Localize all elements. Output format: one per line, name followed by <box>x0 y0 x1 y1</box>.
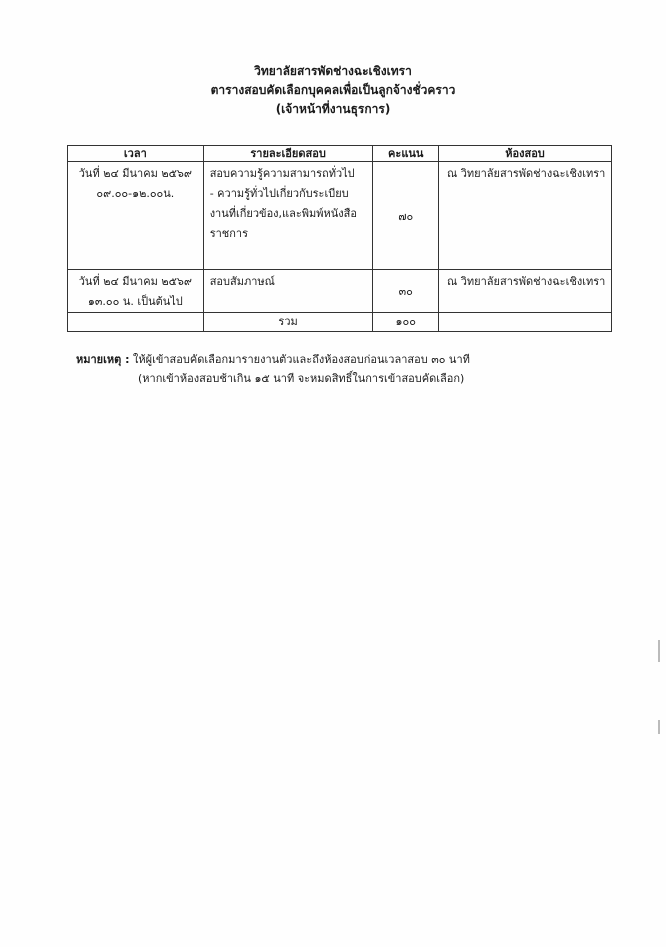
detail-cell <box>203 270 373 313</box>
room-cell: ณ วิทยาลัยสารพัดช่างฉะเชิงเทรา <box>439 270 612 313</box>
room-cell: ณ วิทยาลัยสารพัดช่างฉะเชิงเทรา <box>439 162 612 270</box>
total-row <box>68 313 612 332</box>
document-header <box>0 62 666 119</box>
exam-time: ๑๓.๐๐ น. เป็นต้นไป <box>87 295 183 308</box>
college-name: วิทยาลัยสารพัดช่างฉะเชิงเทรา <box>254 64 412 78</box>
detail-cell <box>203 162 373 270</box>
scan-artifact <box>658 640 660 662</box>
score-cell: ๗๐ <box>373 162 439 270</box>
detail-line: สอบความรู้ความสามารถทั่วไป <box>209 167 355 180</box>
note-label: หมายเหตุ : <box>76 353 130 366</box>
detail-line: งานที่เกี่ยวข้อง,และพิมพ์หนังสือ <box>209 207 357 220</box>
detail-line: ราชการ <box>209 227 248 240</box>
time-cell <box>68 270 204 313</box>
exam-schedule-table <box>67 145 612 332</box>
total-label: รวม <box>203 313 373 332</box>
table-row <box>68 270 612 313</box>
table-row <box>68 162 612 270</box>
time-cell <box>68 162 204 270</box>
note <box>76 350 470 369</box>
empty-cell <box>68 313 204 332</box>
empty-cell <box>439 313 612 332</box>
position-subtitle: (เจ้าหน้าที่งานธุรการ) <box>275 102 391 116</box>
exam-time: ๐๙.๐๐-๑๒.๐๐น. <box>96 187 175 200</box>
exam-date: วันที่ ๒๔ มีนาคม ๒๕๖๙ <box>78 167 192 180</box>
scan-artifact <box>658 720 660 734</box>
table-header-row <box>68 146 612 162</box>
detail-line: - ความรู้ทั่วไปเกี่ยวกับระเบียบ <box>209 187 349 200</box>
score-cell: ๓๐ <box>373 270 439 313</box>
note-line1: ให้ผู้เข้าสอบคัดเลือกมารายงานตัวและถึงห้องสอบก่อนเวลาสอบ ๓๐ นาที <box>133 353 470 366</box>
note-line2: (หากเข้าห้องสอบช้าเกิน ๑๕ นาที จะหมดสิทธิ์ในการเข้าสอบคัดเลือก) <box>138 372 465 385</box>
header-room: ห้องสอบ <box>439 146 612 162</box>
header-detail: รายละเอียดสอบ <box>203 146 373 162</box>
header-time: เวลา <box>68 146 204 162</box>
document-title: ตารางสอบคัดเลือกบุคคลเพื่อเป็นลูกจ้างชั่วคราว <box>210 83 456 97</box>
detail-line: สอบสัมภาษณ์ <box>209 275 275 288</box>
total-score: ๑๐๐ <box>373 313 439 332</box>
header-score: คะแนน <box>373 146 439 162</box>
exam-date: วันที่ ๒๔ มีนาคม ๒๕๖๙ <box>78 275 192 288</box>
